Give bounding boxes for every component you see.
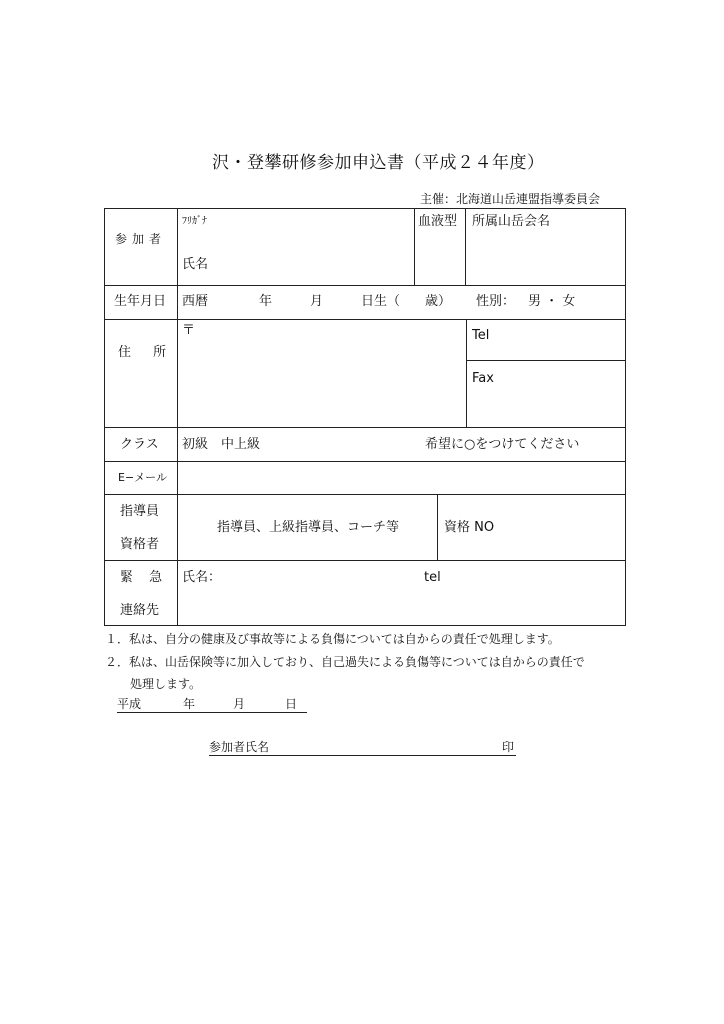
date-day-unit: 日	[285, 697, 298, 711]
emergency-tel-label: tel	[424, 570, 441, 585]
blood-type-label: 血液型	[418, 214, 458, 229]
emergency-name-label: 氏名：	[182, 570, 222, 585]
instructor-options: 指導員、上級指導員、コーチ等	[217, 520, 400, 535]
birth-month-unit: 月	[310, 294, 324, 309]
birth-year-unit: 年	[259, 294, 273, 309]
age-unit: 歳）	[425, 294, 452, 309]
contact-label: 連絡先	[120, 603, 160, 618]
form-title: 沢・登攀研修参加申込書（平成２４年度）	[212, 153, 545, 173]
note-2-line-1: ２．私は、山岳保険等に加入しており、自己過失による負傷等については自からの責任で	[105, 655, 585, 669]
furigana-label: ﾌﾘｶﾞﾅ	[182, 216, 207, 227]
row-divider	[105, 427, 625, 428]
signature-label: 参加者氏名	[209, 740, 270, 754]
label-column-divider	[177, 209, 178, 625]
tel-fax-divider	[466, 360, 625, 361]
signature-underline	[209, 755, 516, 756]
blood-type-divider-left	[414, 209, 415, 285]
birth-day-unit: 日生（	[361, 294, 401, 309]
club-name-label: 所属山岳会名	[472, 214, 551, 229]
birth-era: 西暦	[182, 294, 209, 309]
class-instruction: 希望に○をつけてください	[425, 437, 580, 452]
sex-options: 男 ・ 女	[528, 294, 576, 309]
row-divider	[105, 560, 625, 561]
date-underline	[117, 712, 307, 713]
participant-label: 参加者	[115, 232, 167, 246]
date-era: 平成	[117, 697, 142, 711]
emergency-label: 緊 急	[120, 570, 163, 585]
date-month-unit: 月	[233, 697, 246, 711]
class-options: 初級 中上級	[182, 437, 261, 452]
note-2-line-2: 処理します。	[130, 677, 202, 691]
class-label: クラス	[120, 437, 159, 452]
instructor-label: 指導員	[120, 504, 160, 519]
postal-mark: 〒	[182, 323, 196, 338]
qualified-label: 資格者	[120, 537, 160, 552]
seal-mark: 印	[502, 740, 515, 754]
organizer-text: 主催：北海道山岳連盟指導委員会	[420, 192, 601, 206]
birthdate-label: 生年月日	[114, 294, 167, 309]
fax-label: Fax	[472, 371, 494, 386]
date-year-unit: 年	[183, 697, 196, 711]
row-divider	[105, 285, 625, 286]
qualification-no-label: 資格 NO	[444, 520, 495, 535]
note-1: １．私は、自分の健康及び事故等による負傷については自からの責任で処理します。	[105, 632, 560, 646]
row-divider	[105, 494, 625, 495]
email-label: E−メール	[118, 471, 167, 484]
qualification-divider	[437, 494, 438, 560]
address-label: 住 所	[118, 345, 167, 360]
tel-label: Tel	[472, 328, 490, 343]
blood-type-divider-right	[465, 209, 466, 285]
sex-label: 性別：	[476, 294, 516, 309]
row-divider	[105, 461, 625, 462]
address-tel-divider	[466, 319, 467, 427]
row-divider	[105, 319, 625, 320]
name-label: 氏名	[182, 257, 209, 272]
